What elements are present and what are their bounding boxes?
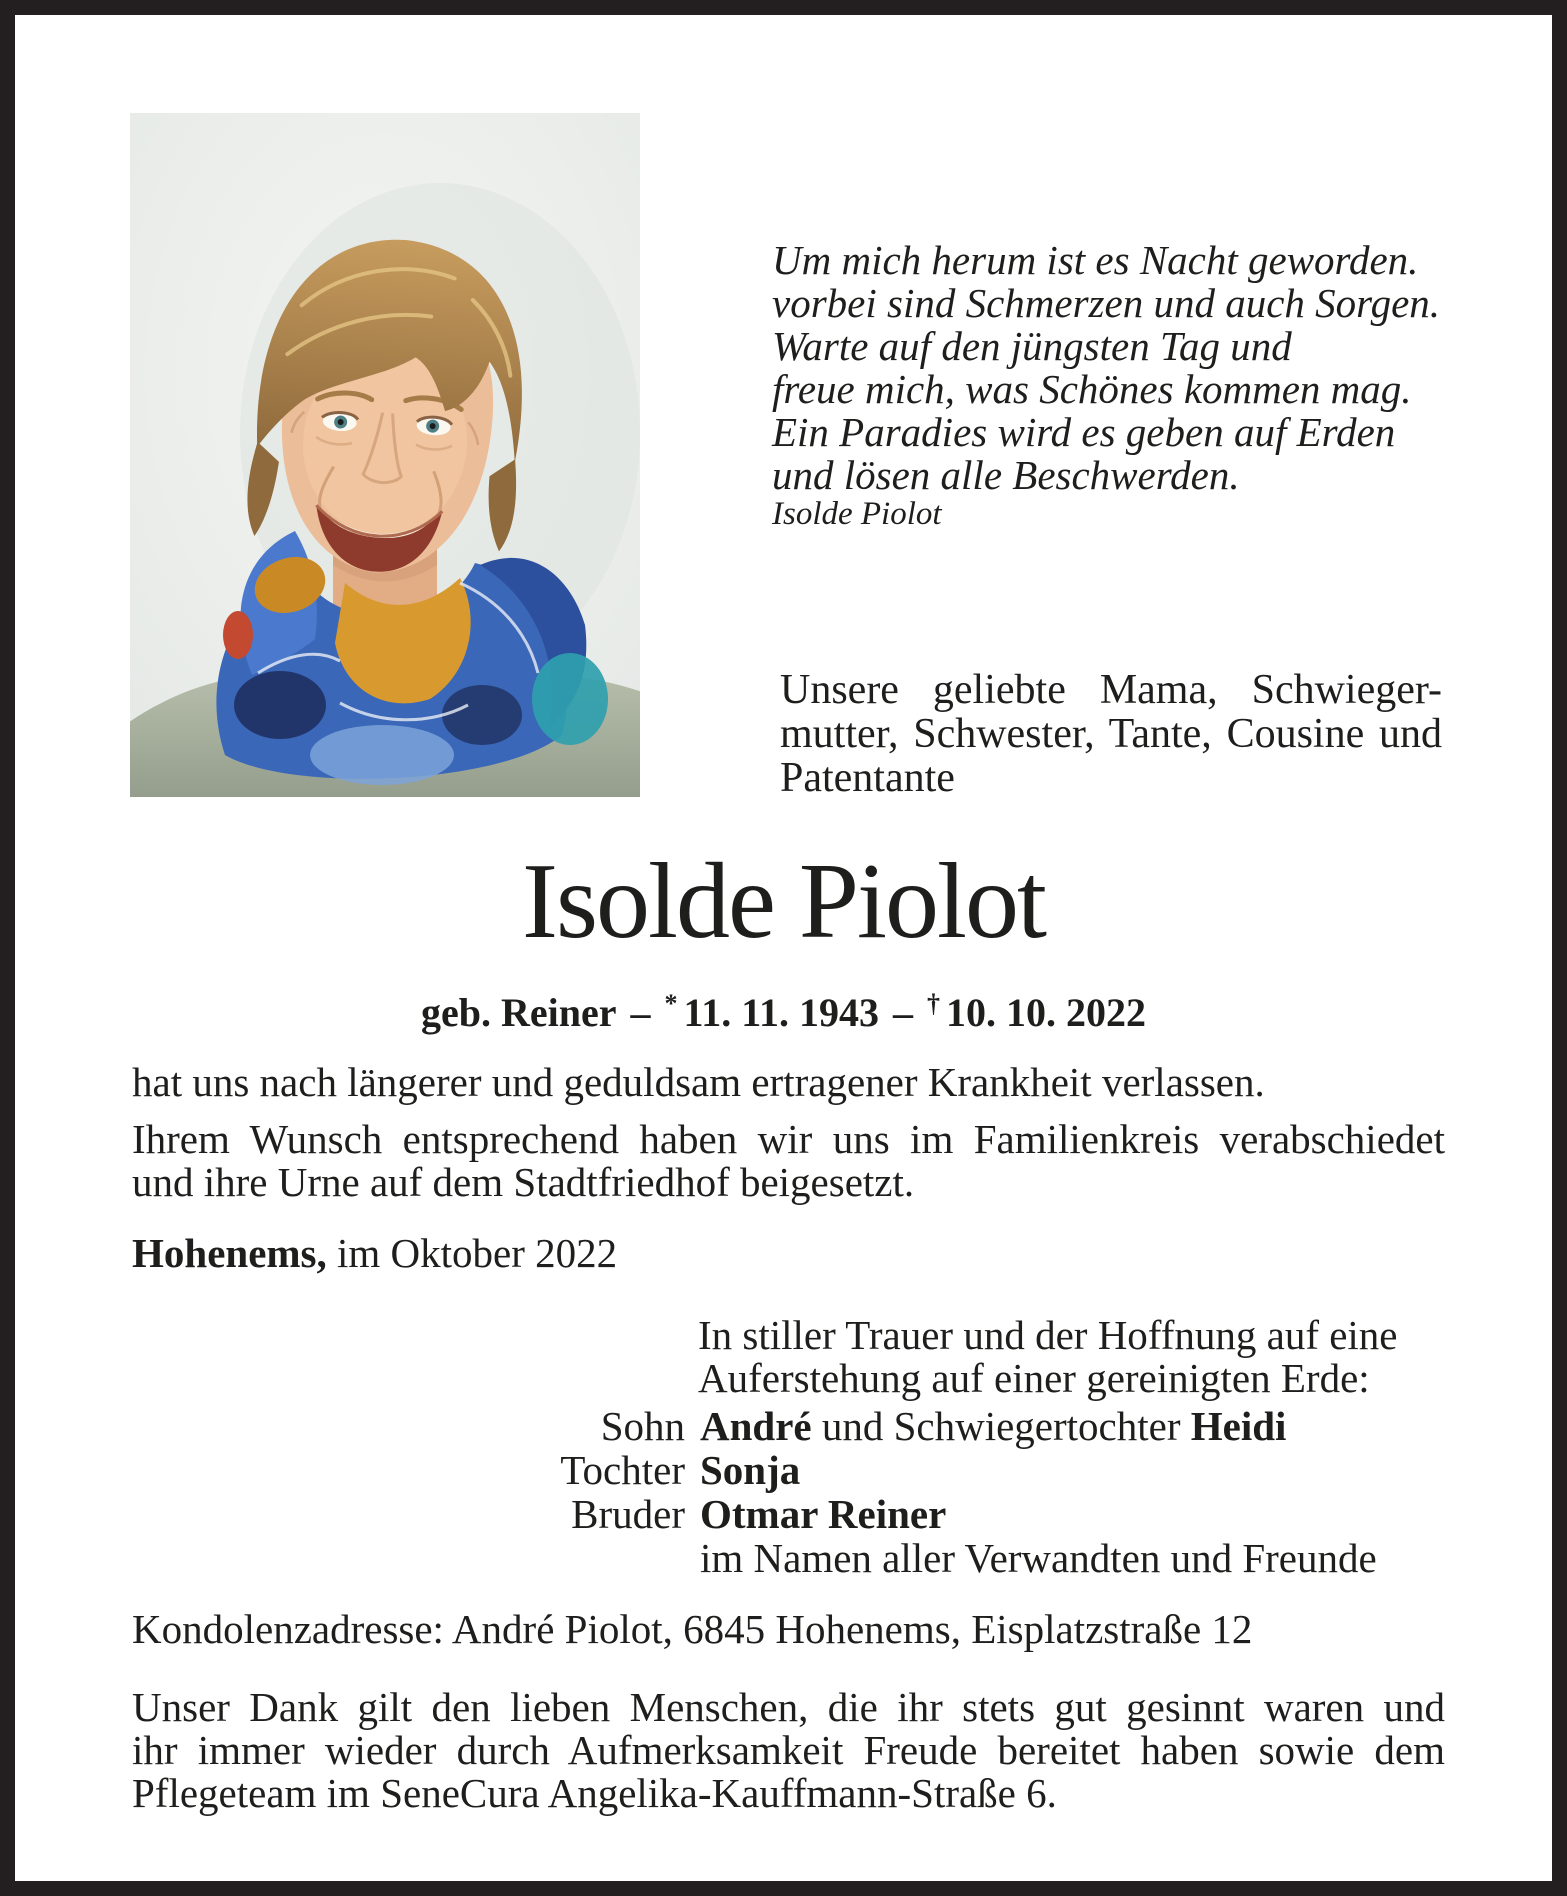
- mourner-row: [132, 1536, 1452, 1580]
- thanks-line: Unser Dank gilt den lieben Menschen, die ihr stets gut gesinnt waren und: [132, 1684, 1445, 1730]
- birth-death-line: [127, 982, 1440, 1035]
- poem-attribution: Isolde Piolot: [772, 496, 942, 532]
- farewell-line: Ihrem Wunsch entsprechend haben wir uns im Familienkreis verabschiedet: [132, 1116, 1445, 1162]
- portrait-illustration: [130, 113, 640, 797]
- condolence-address: Kondolenzadresse: André Piolot, 6845 Hohenems, Eisplatzstraße 12: [132, 1606, 1253, 1652]
- mourners-footer: im Namen aller Verwandten und Freunde: [700, 1535, 1377, 1581]
- mourner-name: Otmar Reiner: [700, 1491, 947, 1537]
- farewell-line: und ihre Urne auf dem Stadtfriedhof beigesetzt.: [132, 1159, 915, 1205]
- relation-label: Bruder: [571, 1491, 685, 1537]
- mourning-intro-line: In stiller Trauer und der Hoffnung auf eine: [698, 1312, 1398, 1358]
- thanks-line: ihr immer wieder durch Aufmerksamkeit Freude bereitet haben sowie dem: [132, 1727, 1445, 1773]
- mourner-name: André: [700, 1403, 812, 1449]
- poem-line: Ein Paradies wird es geben auf Erden: [772, 409, 1396, 455]
- maiden-name: geb. Reiner: [420, 990, 617, 1035]
- mourners-list: [132, 1404, 1452, 1580]
- poem-line: Um mich herum ist es Nacht geworden.: [772, 237, 1419, 283]
- place-date: im Oktober 2022: [326, 1230, 618, 1276]
- death-date: 10. 10. 2022: [946, 990, 1147, 1035]
- portrait-photo: [130, 113, 640, 797]
- poem-line: Warte auf den jüngsten Tag und: [772, 323, 1292, 369]
- relations-intro: [780, 668, 1442, 800]
- birth-date: 11. 11. 1943: [683, 990, 880, 1035]
- place-name: Hohenems,: [132, 1230, 327, 1276]
- relation-label: Sohn: [600, 1403, 685, 1449]
- dash-separator: –: [630, 990, 651, 1035]
- mourner-row: [132, 1404, 1452, 1448]
- mourner-names: [700, 1404, 1286, 1448]
- place-date-line: [132, 1232, 1445, 1275]
- mourner-name: Heidi: [1190, 1403, 1287, 1449]
- relation-label: Tochter: [560, 1447, 685, 1493]
- relations-intro-line: Patentante: [780, 755, 955, 801]
- thanks-line: Pflegeteam im SeneCura Angelika-Kauffmann-Straße 6.: [132, 1770, 1057, 1816]
- relation-label: [132, 1536, 685, 1580]
- mourner-row: [132, 1492, 1452, 1536]
- thanks-paragraph: [132, 1686, 1445, 1815]
- relations-intro-line: mutter, Schwester, Tante, Cousine und: [780, 711, 1442, 757]
- passing-paragraph: hat uns nach längerer und geduldsam ertragener Krankheit verlassen.: [132, 1059, 1265, 1105]
- deceased-name-heading: Isolde Piolot: [521, 842, 1046, 961]
- mourner-middle-text: und Schwiegertochter: [811, 1403, 1191, 1449]
- mourning-intro-line: Auferstehung auf einer gereinigten Erde:: [698, 1355, 1370, 1401]
- poem-line: vorbei sind Schmerzen und auch Sorgen.: [772, 280, 1441, 326]
- dash-separator: –: [893, 990, 914, 1035]
- poem: [772, 239, 1440, 497]
- death-dagger-icon: †: [927, 989, 941, 1018]
- birth-star-icon: *: [664, 989, 678, 1018]
- mourner-row: [132, 1448, 1452, 1492]
- mourning-intro: [698, 1314, 1458, 1400]
- poem-line: freue mich, was Schönes kommen mag.: [772, 366, 1412, 412]
- mourner-name: Sonja: [700, 1447, 801, 1493]
- farewell-paragraph: [132, 1118, 1445, 1204]
- relations-intro-line: Unsere geliebte Mama, Schwieger-: [780, 667, 1442, 713]
- poem-line: und lösen alle Beschwerden.: [772, 452, 1240, 498]
